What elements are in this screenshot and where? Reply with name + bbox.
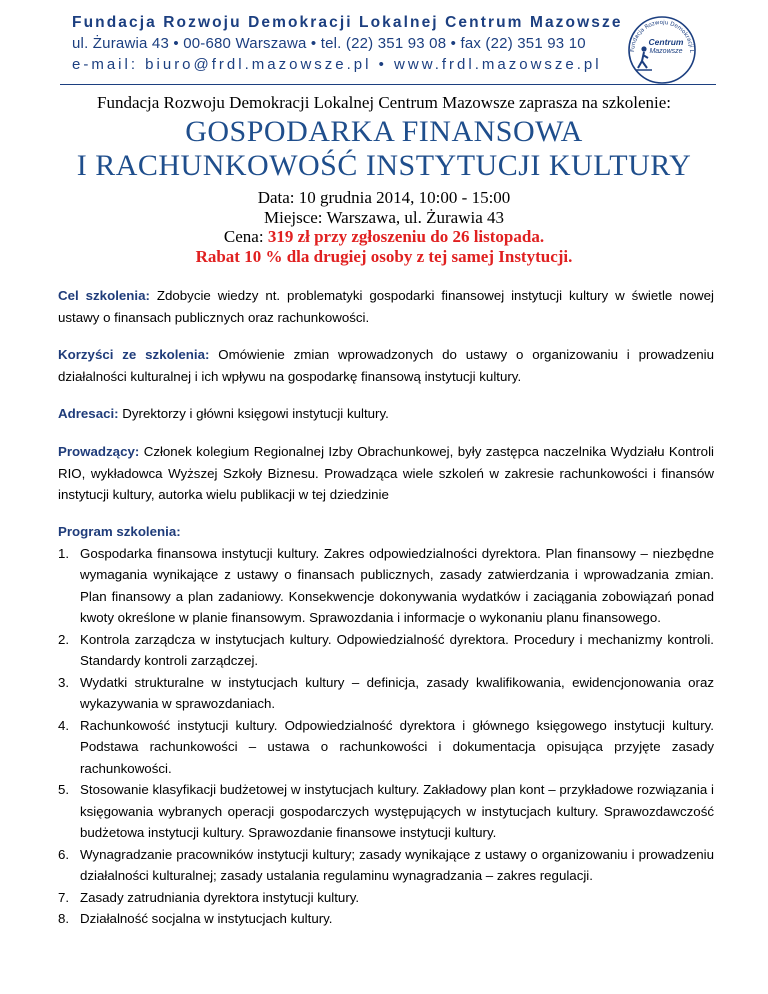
invite-line: Fundacja Rozwoju Demokracji Lokalnej Centrum Mazowsze zaprasza na szkolenie: bbox=[96, 93, 671, 112]
cel-text: Zdobycie wiedzy nt. problematyki gospodarki finansowej instytucji kultury w świetle nowej ustawy o finansach publicznych oraz rachunkowości. bbox=[58, 288, 714, 325]
list-item bbox=[58, 779, 714, 844]
org-address: ul. Żurawia 43 • 00-680 Warszawa • tel. (22) 351 93 08 • fax (22) 351 93 10 bbox=[72, 35, 586, 52]
price-value: 319 zł przy zgłoszeniu do 26 listopada. bbox=[267, 227, 545, 246]
training-title bbox=[40, 115, 728, 183]
section-prowadzacy bbox=[58, 441, 714, 506]
list-item-text: Wydatki strukturalne w instytucjach kultury – definicja, zasady kwalifikowania, ewidencjonowania oraz wykazywania w sprawozdaniach. bbox=[80, 674, 714, 711]
training-details bbox=[40, 188, 728, 266]
list-item-number: 3. bbox=[58, 674, 70, 690]
logo-text-top: Centrum bbox=[648, 37, 684, 47]
list-item-text: Rachunkowość instytucji kultury. Odpowiedzialność dyrektora i głównego księgowego instytucji kultury. Podstawa rachunkowości – ustawa o rachunkowości i dokumentacja opisująca przyjęte zasady rachunkowości. bbox=[80, 717, 714, 776]
logo-ring-text: Fundacja Rozwoju Demokracji L bbox=[629, 19, 695, 53]
list-item-text: Działalność socjalna w instytucjach kultury. bbox=[80, 911, 333, 926]
price-line bbox=[40, 227, 728, 247]
korzysci-label: Korzyści ze szkolenia: bbox=[58, 347, 210, 362]
prowadzacy-text: Członek kolegium Regionalnej Izby Obrachunkowej, były zastępca naczelnika Wydziału Kontroli RIO, wykładowca Wyższej Szkoły Biznesu. Prowadząca wiele szkoleń w zakresie rachunkowości i finansów instytucji kultury, autorka wielu publikacji w tej dziedzinie bbox=[58, 444, 714, 502]
title-line-2: I RACHUNKOWOŚĆ INSTYTUCJI KULTURY bbox=[76, 149, 692, 182]
list-item-text: Stosowanie klasyfikacji budżetowej w instytucjach kultury. Zakładowy plan kont – przykładowe rozwiązania i księgowania wybranych operacji gospodarczych występujących w instytucjach kultury. Sprawozdawczość budżetowa instytucji kultury. Sprawozdanie finansowe instytucji kultury. bbox=[80, 782, 714, 840]
section-cel bbox=[58, 285, 714, 328]
list-item-number: 6. bbox=[58, 846, 70, 862]
list-item bbox=[58, 672, 714, 715]
list-item-text: Gospodarka finansowa instytucji kultury. Zakres odpowiedzialności dyrektora. Plan finansowy – niezbędne wymagania wynikające z ustawy o finansach publicznych, zasady zatwierdzania i wprowadzania zmian. Plan finansowy a plan zadaniowy. Konsekwencje dokonywania wydatków i zaciągania zobowiązań ponad kwoty określone w planie finansowym. Sprawozdania i informacje o wykonaniu planu finansowego. bbox=[80, 545, 714, 625]
price-label: Cena: bbox=[223, 227, 268, 246]
date-line: Data: 10 grudnia 2014, 10:00 - 15:00 bbox=[257, 188, 511, 207]
list-item-text: Zasady zatrudniania dyrektora instytucji kultury. bbox=[80, 889, 360, 905]
letterhead bbox=[72, 14, 623, 75]
program-list bbox=[58, 543, 714, 930]
org-contact: e-mail: biuro@frdl.mazowsze.pl • www.frdl.mazowsze.pl bbox=[72, 56, 602, 73]
list-item bbox=[58, 844, 714, 887]
section-korzysci bbox=[58, 344, 714, 387]
list-item bbox=[58, 887, 714, 909]
place-line: Miejsce: Warszawa, ul. Żurawia 43 bbox=[263, 207, 504, 227]
list-item bbox=[58, 543, 714, 629]
section-program bbox=[58, 521, 714, 930]
list-item-number: 4. bbox=[58, 717, 70, 733]
korzysci-text: Omówienie zmian wprowadzonych do ustawy o organizowaniu i prowadzeniu działalności kulturalnej i ich wpływu na gospodarkę finansową instytucji kultury. bbox=[58, 347, 714, 384]
list-item-number: 1. bbox=[58, 545, 70, 561]
list-item-text: Wynagradzanie pracowników instytucji kultury; zasady wynikające z ustawy o organizowaniu i prowadzeniu działalności kulturalnej; zasady ustalania regulaminu wynagradzania – zakres regulacji. bbox=[80, 846, 714, 883]
title-line-1: GOSPODARKA FINANSOWA bbox=[185, 115, 583, 148]
list-item-number: 5. bbox=[58, 782, 70, 797]
prowadzacy-label: Prowadzący: bbox=[58, 444, 140, 459]
list-item-text: Kontrola zarządcza w instytucjach kultury. Odpowiedzialność dyrektora. Procedury i mechanizmy kontroli. Standardy kontroli zarządczej. bbox=[80, 631, 714, 668]
adresaci-text: Dyrektorzy i główni księgowi instytucji kultury. bbox=[118, 406, 389, 421]
list-item-number: 7. bbox=[58, 889, 70, 905]
list-item bbox=[58, 629, 714, 672]
centrum-mazowsze-logo-icon bbox=[622, 8, 702, 88]
adresaci-label: Adresaci: bbox=[58, 406, 119, 421]
list-item bbox=[58, 715, 714, 780]
logo-text-bottom: Mazowsze bbox=[649, 48, 683, 55]
discount-line: Rabat 10 % dla drugiej osoby z tej samej Instytucji. bbox=[195, 246, 573, 266]
section-adresaci bbox=[58, 403, 714, 425]
program-label: Program szkolenia: bbox=[58, 524, 181, 539]
org-name: Fundacja Rozwoju Demokracji Lokalnej Centrum Mazowsze bbox=[72, 14, 623, 31]
header-divider bbox=[60, 84, 716, 85]
list-item-number: 8. bbox=[58, 911, 70, 926]
cel-label: Cel szkolenia: bbox=[58, 288, 150, 303]
list-item bbox=[58, 908, 714, 930]
list-item-number: 2. bbox=[58, 631, 70, 647]
